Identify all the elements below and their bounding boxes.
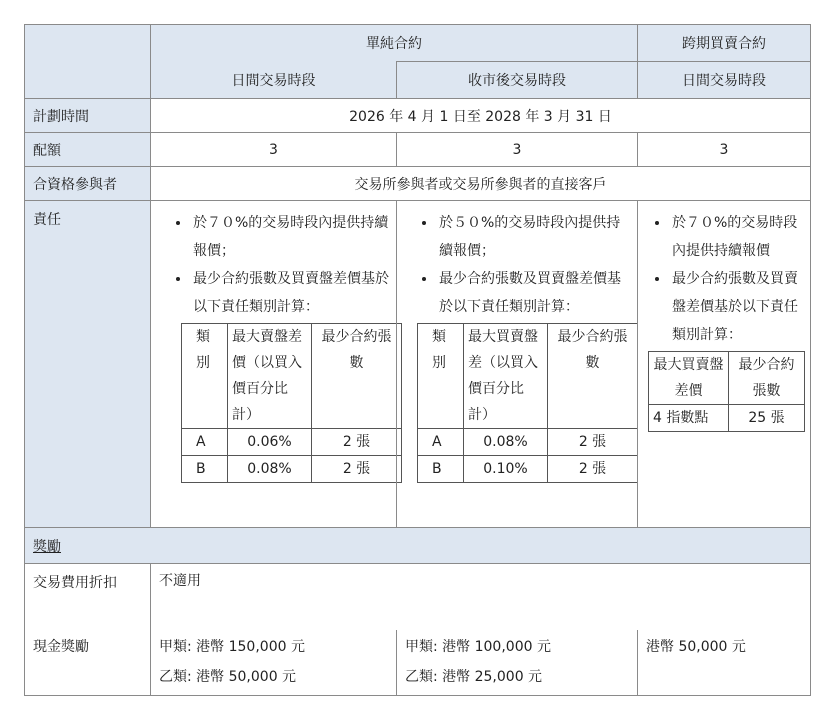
row-incentives-title [25, 528, 811, 564]
fee-discount-label: 交易費用折扣 [25, 564, 151, 630]
row-obligations [25, 201, 811, 528]
header-day-session: 日間交易時段 [151, 62, 397, 99]
quota-label: 配額 [25, 133, 151, 167]
row-plan-period [25, 99, 811, 133]
obligation-after [397, 201, 638, 528]
day-class-h-spread: 最大賣盤差價（以買入價百分比計） [228, 324, 312, 429]
after-class-row-b [418, 456, 638, 483]
day-spread-a: 0.06% [228, 429, 312, 456]
obligation-day-bullet-2: • 最少合約張數及買賣盤差價基於以下責任類別計算： [191, 265, 390, 321]
row-quota [25, 133, 811, 167]
day-min-a: 2 張 [312, 429, 402, 456]
cash-incentive-day [151, 630, 397, 696]
quota-day: 3 [151, 133, 397, 167]
obligation-day-list [169, 209, 390, 321]
day-class-h-min: 最少合約張數 [312, 324, 402, 429]
obligation-spread [638, 201, 811, 528]
after-class-h-spread: 最大買賣盤差（以買入價百分比計） [464, 324, 548, 429]
obligation-after-bullet-1: • 於５０%的交易時段內提供持續報價； [437, 209, 631, 265]
plan-period-value: 2026 年 4 月 1 日至 2028 年 3 月 31 日 [151, 99, 811, 133]
cash-day-class-b: 乙類: 港幣 50,000 元 [159, 668, 297, 685]
header-blank-2 [25, 62, 151, 99]
obligation-day-bullet-1: • 於７０%的交易時段內提供持續報價； [191, 209, 390, 265]
header-simple-contract: 單純合約 [151, 25, 638, 62]
header-row-2 [25, 62, 811, 99]
after-class-row-a [418, 429, 638, 456]
cash-incentive-spread: 港幣 50,000 元 [638, 630, 811, 696]
cash-after-class-b: 乙類: 港幣 25,000 元 [405, 668, 543, 685]
after-class-b: B [418, 456, 464, 483]
obligation-spread-bullet-2: • 最少合約張數及買賣盤差價基於以下責任類別計算： [670, 265, 808, 349]
after-spread-b: 0.10% [464, 456, 548, 483]
quota-after: 3 [397, 133, 638, 167]
row-eligible [25, 167, 811, 201]
after-min-b: 2 張 [548, 456, 638, 483]
day-spread-b: 0.08% [228, 456, 312, 483]
header-row-1 [25, 25, 811, 62]
obligation-after-bullet-2: • 最少合約張數及買賣盤差價基於以下責任類別計算： [437, 265, 631, 321]
plan-period-label: 計劃時間 [25, 99, 151, 133]
obligation-day-class-table [181, 323, 402, 483]
cash-after-class-a: 甲類: 港幣 100,000 元 [405, 638, 551, 655]
cash-incentive-label: 現金獎勵 [25, 630, 151, 696]
cash-incentive-after [397, 630, 638, 696]
spread-class-header [649, 352, 805, 405]
market-maker-table [24, 24, 811, 696]
header-spread-day-session: 日間交易時段 [638, 62, 811, 99]
spread-class-spread: 4 指數點 [649, 405, 729, 432]
after-class-a: A [418, 429, 464, 456]
after-class-h-min: 最少合約張數 [548, 324, 638, 429]
day-min-b: 2 張 [312, 456, 402, 483]
after-min-a: 2 張 [548, 429, 638, 456]
row-cash-incentive [25, 630, 811, 696]
eligible-value: 交易所參與者或交易所參與者的直接客戶 [151, 167, 811, 201]
obligation-day [151, 201, 397, 528]
header-spread-contract: 跨期買賣合約 [638, 25, 811, 62]
header-blank [25, 25, 151, 62]
obligation-spread-class-table [648, 351, 805, 432]
obligation-label: 責任 [25, 201, 151, 528]
day-class-h-class: 類別 [182, 324, 228, 429]
row-fee-discount [25, 564, 811, 630]
after-class-header [418, 324, 638, 429]
eligible-label: 合資格參與者 [25, 167, 151, 201]
day-class-row-a [182, 429, 402, 456]
obligation-after-list [415, 209, 631, 321]
day-class-row-b [182, 456, 402, 483]
incentives-title-cell [25, 528, 811, 564]
after-spread-a: 0.08% [464, 429, 548, 456]
incentives-title: 獎勵 [33, 538, 61, 555]
obligation-spread-bullet-1: • 於７０%的交易時段內提供持續報價 [670, 209, 808, 265]
fee-discount-value: 不適用 [151, 564, 811, 630]
after-class-h-class: 類別 [418, 324, 464, 429]
spread-class-min: 25 張 [729, 405, 805, 432]
header-after-hours-session: 收市後交易時段 [397, 62, 638, 99]
cash-day-class-a: 甲類: 港幣 150,000 元 [159, 638, 305, 655]
day-class-a: A [182, 429, 228, 456]
spread-class-h-min: 最少合約張數 [729, 352, 805, 405]
spread-class-row [649, 405, 805, 432]
spread-class-h-spread: 最大買賣盤差價 [649, 352, 729, 405]
quota-spread: 3 [638, 133, 811, 167]
obligation-spread-list [648, 209, 808, 349]
obligation-after-class-table [417, 323, 638, 483]
day-class-header [182, 324, 402, 429]
day-class-b: B [182, 456, 228, 483]
